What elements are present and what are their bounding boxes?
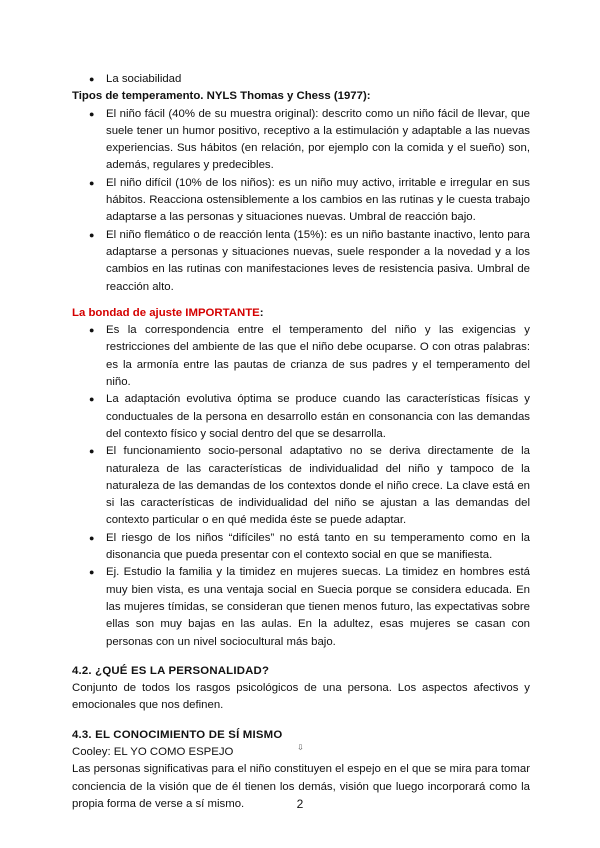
section-body: Las personas significativas para el niño constituyen el espejo en el que se mira para tomar conciencia de la visión que de él tienen los demás, visión que luego incorporará como la propia forma de verse a sí mismo. <box>72 763 530 810</box>
section-heading: 4.2. ¿QUÉ ES LA PERSONALIDAD? <box>72 664 270 677</box>
section-body: Conjunto de todos los rasgos psicológicos de una persona. Los aspectos afectivos y emocionales que nos definen. <box>72 682 530 712</box>
list-item <box>72 175 530 227</box>
list-item <box>72 71 530 88</box>
bullet-icon: ● <box>89 229 95 240</box>
goodness-heading-text: La bondad de ajuste IMPORTANTE <box>72 306 260 319</box>
section-subheading: Cooley: EL YO COMO ESPEJO <box>72 745 234 758</box>
list-item <box>72 443 530 529</box>
bullet-icon: ● <box>89 394 95 405</box>
list-item-text: El riesgo de los niños “difíciles” no está tanto en su temperamento como en la disonancia que pueda presentar con el contexto social en que se manifiesta. <box>106 531 530 562</box>
list-item-text: El niño flemático o de reacción lenta (15%): es un niño bastante inactivo, lento para adaptarse a personas y situaciones nuevas, suele responder a la novedad y a los cambios en las rutinas con manifestaciones leves de resistencia pasiva. Umbral de reacción alto. <box>106 228 530 293</box>
bullet-icon: ● <box>89 325 95 336</box>
temperament-list <box>72 106 530 296</box>
bullet-icon: ● <box>89 532 95 543</box>
page-content <box>72 71 530 813</box>
bullet-icon: ● <box>89 177 95 188</box>
bullet-icon: ● <box>89 108 95 119</box>
temperament-heading: Tipos de temperamento. NYLS Thomas y Chess (1977): <box>72 90 371 103</box>
down-arrow-icon: ⇩ <box>297 743 304 752</box>
goodness-of-fit-heading <box>72 305 530 322</box>
list-item <box>72 106 530 175</box>
section-heading: 4.3. EL CONOCIMIENTO DE SÍ MISMO <box>72 728 283 741</box>
list-item-text: Es la correspondencia entre el temperamento del niño y las exigencias y restricciones del ambiente de las que el niño debe ocuparse. O con otras palabras: es la armonía entre las pautas de crianza de sus padres y el temperamento del niño. <box>106 324 530 389</box>
bullet-icon: ● <box>89 446 95 457</box>
goodness-list <box>72 322 530 651</box>
goodness-heading-colon: : <box>259 306 264 319</box>
list-item-text: El niño fácil (40% de su muestra original): descrito como un niño fácil de llevar, que suele tener un humor positivo, receptivo a la estimulación y adaptable a las nuevas experiencias. Sus hábitos (en relación, por ejemplo con la comida y el sueño) son, además, regulares y predecibles. <box>106 107 530 172</box>
spacer <box>72 296 530 305</box>
bullet-icon: ● <box>89 74 95 84</box>
list-item <box>72 322 530 391</box>
list-item-text: La sociabilidad <box>106 73 182 85</box>
list-item <box>72 564 530 650</box>
list-item <box>72 391 530 443</box>
list-item <box>72 227 530 296</box>
section-personality <box>72 663 530 715</box>
intro-list <box>72 71 530 88</box>
page-number: 2 <box>296 797 304 811</box>
list-item-text: Ej. Estudio la familia y la timidez en mujeres suecas. La timidez en hombres está muy bien vista, es una ventaja social en Suecia porque se considera educada. En las mujeres tímidas, se consideran que tienen menos futuro, las expectativas sobre ellas son muy bajas en las aulas. En la adultez, esas mujeres se casan con personas con un nivel sociocultural más bajo. <box>106 566 530 648</box>
list-item <box>72 530 530 565</box>
list-item-text: El funcionamiento socio-personal adaptativo no se deriva directamente de la naturaleza de las características de individualidad del niño y tampoco de la naturaleza de las demandas de los contextos donde el niño crece. La clave está en si las características de individualidad del niño se ajustan a las demandas del contexto particular o en qué medida éste se puede adaptar. <box>106 445 530 527</box>
list-item-text: La adaptación evolutiva óptima se produce cuando las características físicas y conductuales de la persona en desarrollo están en consonancia con las demandas del contexto físico y social dentro del que se desarrolla. <box>106 393 530 440</box>
list-item-text: El niño difícil (10% de los niños): es un niño muy activo, irritable e irregular en sus hábitos. Reacciona ostensiblemente a los cambios en las rutinas y le cuesta trabajo adaptarse a las personas y situaciones nuevas. Umbral de reacción bajo. <box>106 176 530 224</box>
bullet-icon: ● <box>89 567 95 578</box>
